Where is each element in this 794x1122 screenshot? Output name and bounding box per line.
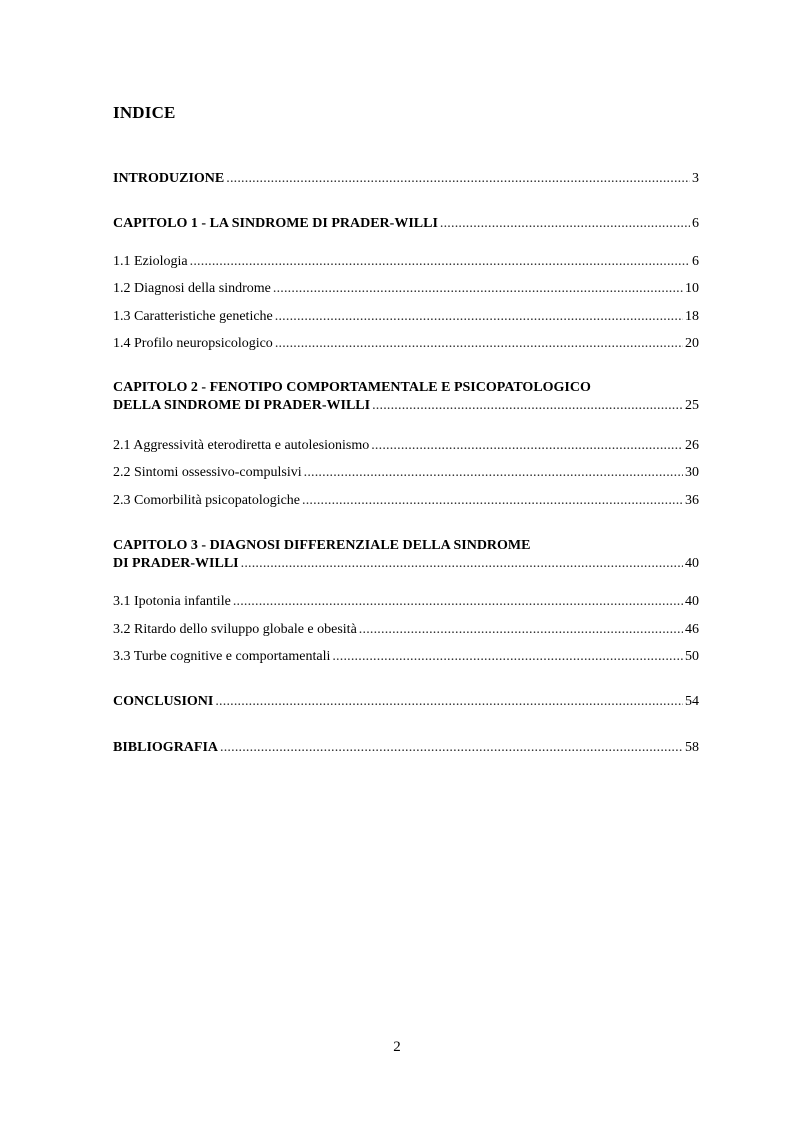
- toc-entry-page: 18: [685, 309, 699, 324]
- toc-entry-1-2[interactable]: [113, 280, 699, 298]
- toc-entry-label: BIBLIOGRAFIA: [113, 740, 219, 755]
- toc-entry-page: 6: [692, 254, 699, 269]
- toc-entry-page: 25: [685, 398, 699, 413]
- toc-entry-introduzione[interactable]: [113, 170, 699, 188]
- dot-leader: [220, 739, 683, 757]
- toc-entry-2-3[interactable]: [113, 492, 699, 510]
- toc-entry-label: INTRODUZIONE: [113, 171, 225, 186]
- toc-entry-label: 3.1 Ipotonia infantile: [113, 594, 231, 609]
- toc-entry-bibliografia[interactable]: [113, 739, 699, 757]
- toc-entry-page: 20: [685, 336, 699, 351]
- toc-entry-page: 40: [685, 594, 699, 609]
- toc-entry-label: 1.3 Caratteristiche genetiche: [113, 309, 273, 324]
- dot-leader: [332, 648, 683, 666]
- toc-entry-label: 2.1 Aggressività eterodiretta e autolesionismo: [113, 438, 370, 453]
- toc-entry-label-line2: DI PRADER-WILLI: [113, 556, 239, 571]
- toc-entry-1-1[interactable]: [113, 253, 699, 271]
- toc-entry-label: 1.2 Diagnosi della sindrome: [113, 281, 271, 296]
- toc-entry-label-line2: DELLA SINDROME DI PRADER-WILLI: [113, 398, 371, 413]
- toc-entry-page: 10: [685, 281, 699, 296]
- toc-entry-page: 40: [685, 556, 699, 571]
- dot-leader: [359, 621, 683, 639]
- toc-entry-label-line1: CAPITOLO 3 - DIAGNOSI DIFFERENZIALE DELLA SINDROME: [113, 538, 531, 553]
- toc-entry-1-3[interactable]: [113, 308, 699, 326]
- dot-leader: [233, 593, 683, 611]
- toc-entry-2-1[interactable]: [113, 437, 699, 455]
- dot-leader: [372, 397, 683, 415]
- dot-leader: [241, 555, 683, 573]
- toc-entry-page: 50: [685, 649, 699, 664]
- dot-leader: [275, 308, 683, 326]
- toc-entry-label: 2.2 Sintomi ossessivo-compulsivi: [113, 465, 302, 480]
- toc-entry-page: 58: [685, 740, 699, 755]
- toc-entry-label: CAPITOLO 1 - LA SINDROME DI PRADER-WILLI: [113, 216, 438, 231]
- toc-entry-label: 2.3 Comorbilità psicopatologiche: [113, 493, 301, 508]
- dot-leader: [304, 464, 683, 482]
- dot-leader: [440, 215, 690, 233]
- toc-entry-label: 3.3 Turbe cognitive e comportamentali: [113, 649, 331, 664]
- toc-entry-capitolo-1[interactable]: [113, 215, 699, 233]
- toc-entry-page: 30: [685, 465, 699, 480]
- toc-entry-conclusioni[interactable]: [113, 693, 699, 711]
- toc-entry-page: 6: [692, 216, 699, 231]
- toc-entry-page: 46: [685, 622, 699, 637]
- toc-entry-label: CONCLUSIONI: [113, 694, 214, 709]
- dot-leader: [215, 693, 683, 711]
- dot-leader: [226, 170, 690, 188]
- toc-entry-label: 3.2 Ritardo dello sviluppo globale e obesità: [113, 622, 357, 637]
- page-number: 2: [393, 1039, 401, 1055]
- toc-entry-page: 54: [685, 694, 699, 709]
- toc-entry-label: 1.4 Profilo neuropsicologico: [113, 336, 273, 351]
- toc-entry-2-2[interactable]: [113, 464, 699, 482]
- toc-entry-3-1[interactable]: [113, 593, 699, 611]
- toc-entry-1-4[interactable]: [113, 335, 699, 353]
- toc-entry-3-3[interactable]: [113, 648, 699, 666]
- dot-leader: [371, 437, 683, 455]
- dot-leader: [275, 335, 683, 353]
- toc-entry-page: 36: [685, 493, 699, 508]
- toc-entry-3-2[interactable]: [113, 621, 699, 639]
- toc-entry-label: 1.1 Eziologia: [113, 254, 188, 269]
- toc-entry-label-line1: CAPITOLO 2 - FENOTIPO COMPORTAMENTALE E PSICOPATOLOGICO: [113, 380, 591, 395]
- dot-leader: [302, 492, 683, 510]
- dot-leader: [273, 280, 683, 298]
- dot-leader: [190, 253, 690, 271]
- toc-entry-page: 26: [685, 438, 699, 453]
- toc-entry-page: 3: [692, 171, 699, 186]
- toc-entry-capitolo-3[interactable]: [113, 537, 699, 573]
- toc-entry-capitolo-2[interactable]: [113, 379, 699, 415]
- toc-title: INDICE: [113, 103, 176, 122]
